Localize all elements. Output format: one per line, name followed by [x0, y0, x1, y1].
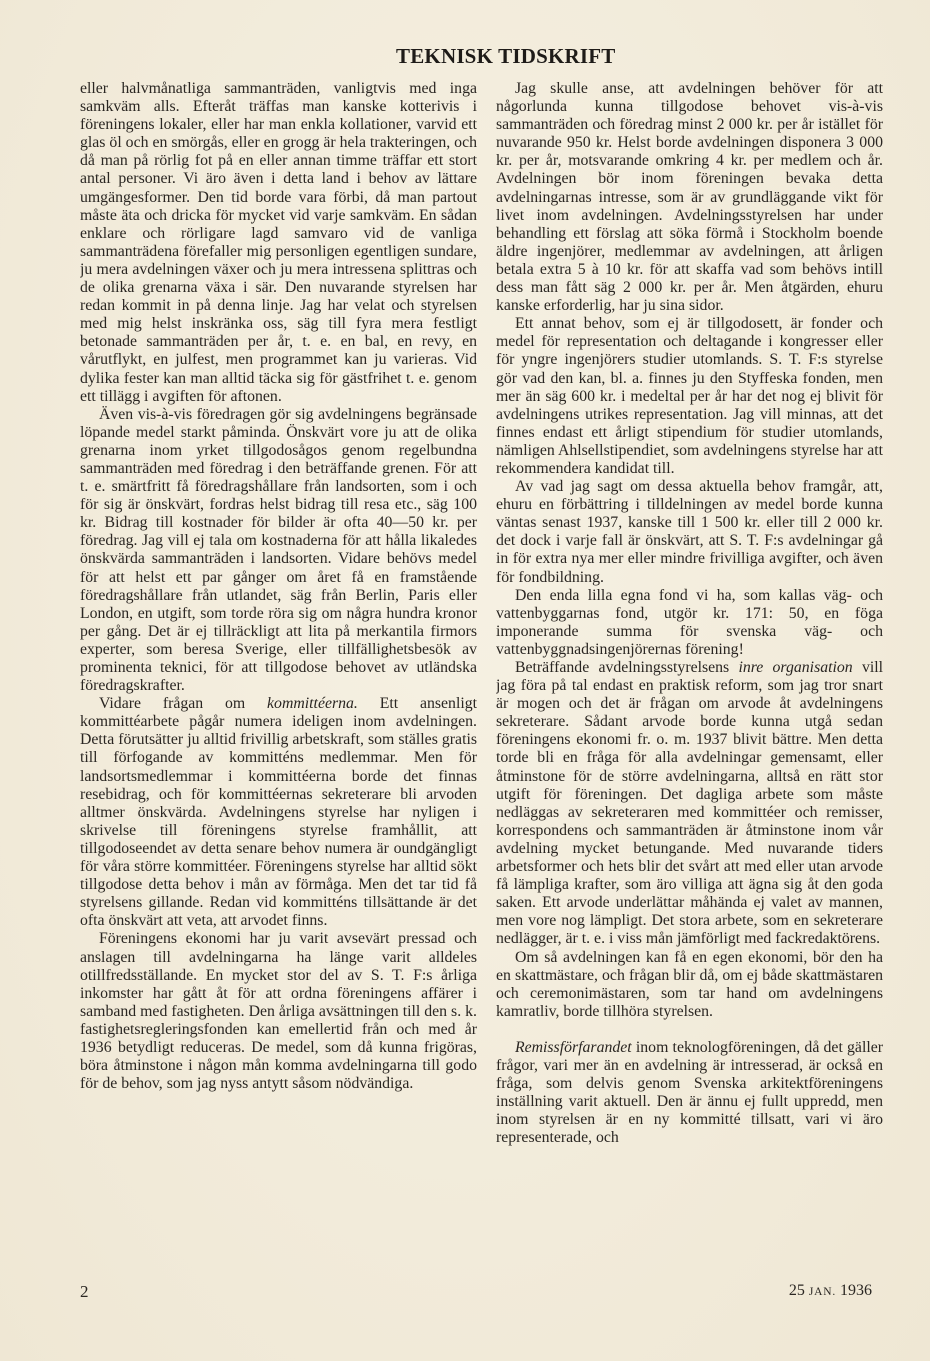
paragraph-text: inom teknologföreningen, då det gäller frågor, vari mer än en avdelning är intresserad, är också en fråga, som delvis genom Svenska arkitektföreningens inställning varit aktuell. Den är ännu ej fullt uppredd, men inom styrelsen är en ny kommitté tillsatt, vari vi äro representerade, och: [496, 1038, 883, 1147]
paragraph-text: Vidare frågan om: [98, 695, 268, 713]
emphasis-term: Remissförfarandet: [514, 1038, 632, 1056]
emphasis-term: kommittéerna.: [267, 695, 358, 713]
paragraph: Föreningens ekonomi har ju varit avsevärt pressad och anslagen till avdelningarna ha länge varit alldeles otillfredsställande. En mycket stor del av S. T. F:s årliga inkomster har gått åt för att ordna föreningens affärer i samband med fastigheten. Den årliga avsättningen till den s. k. fastighetsregleringsfonden kan emellertid från och med år 1936 betydligt reduceras. De medel, som då kunna frigöras, böra åtminstone i någon mån komma avdelningarna till godo för de behov, som jag nyss antytt såsom nödvändiga.: [80, 930, 477, 1093]
paragraph: Ett annat behov, som ej är tillgodosett, är fonder och medel för representation och deltagande i kongresser eller för yngre ingenjörers studier utomlands. S. T. F:s styrelse gör vad den kan, bl. a. finnes ju den Styffeska fonden, men mer än säg 600 kr. i medeltal per år har det nog ej blivit för avdelningens utrikes representation. Jag vill minnas, att det finnes endast ett årligt stipendium för studier utomlands, nämligen Ahlsellstipendiet, som avdelningens styrelse har att rekommendera kandidat till.: [496, 315, 883, 477]
journal-masthead: TEKNISK TIDSKRIFT: [396, 44, 616, 68]
paragraph: Av vad jag sagt om dessa aktuella behov framgår, att, ehuru en förbättring i tilldelningen av medel borde kunna väntas senast 1937, kanske till 1 500 kr. eller till 2 000 kr. det dock i varje fall är önskvärt, att S. T. F:s avdelningar gå in för extra nya mer eller mindre frivilliga avgifter, och även för fondbildning.: [496, 478, 883, 586]
page-number: 2: [80, 1282, 89, 1301]
paragraph: Jag skulle anse, att avdelningen behöver för att någorlunda kunna tillgodose behovet vis-à-vis sammanträden och föredrag minst 2 000 kr. per år istället för nuvarande 950 kr. Helst borde avdelningen disponera 3 000 kr. per år, motsvarande omkring 4 kr. per medlem och år. Avdelningen bör inom föreningen bevaka detta avdelningarnas intresse, som är av grundläggande vikt för livet inom avdelningen. Avdelningsstyrelsen har under behandling ett förslag att söka förmå i Stockholm boende äldre ingenjörer, medlemmar av avdelningen, att årligen betala extra 5 à 10 kr. för att skaffa vad som behövs intill dess man fått säg 2 000 kr. per år. Men åtgärden, ehuru kanske erforderlig, har ju sina sidor.: [496, 80, 883, 315]
paragraph-text: Beträffande avdelningsstyrelsens: [514, 659, 739, 676]
date-month: JAN.: [808, 1286, 836, 1298]
paragraph-text: Ett ansenligt kommittéarbete pågår numera ideligen inom avdelningen. Detta förutsätter ju alltid frivillig arbetskraft, som ställes gratis till förfogande av kommitténs medlemmar. Men för landsortsmedlemmar i kommittéerna borde det finnas resebidrag, och för kommittéernas sekreterare bli arvoden alltmer önskvärda. Avdelningens styrelse har nyligen i skrivelse till föreningens styrelse framhållit, att tillgodoseendet av detta senare behov numera är oundgängligt för våra större kommittéer. Föreningens styrelse har alltid sökt tillgodose detta behov i mån av förmåga. Men det tar tid få styrelsens gillande. Redan vid kommitténs tillsättande är det ofta önskvärt att veta, att arvodet finns.: [80, 695, 477, 930]
paragraph: Även vis-à-vis föredragen gör sig avdelningens begränsade löpande medel starkt påminda. Önskvärt vore ju att de olika grenarna inom yrket tillgodosågos genom regelbundna sammanträden med föredrag i den beträffande grenen. För att t. e. smärtfritt få föredragshållare från landsorten, som i och för sig är önskvärt, fordras helst bidrag till resa etc., säg 100 kr. Bidrag till kostnader för bilder är ofta 40—50 kr. per föredrag. Jag vill ej tala om kostnaderna för att hålla likaledes önskvärda sammanträden i landsorten. Vidare behövs medel för att helst ett par gånger om året få en framstående föredragshållare från utlandet, säg från Berlin, Paris eller London, en utgift, som torde röra sig om några hundra kronor per gång. Det är ej tillräckligt att lita på merkantila firmors experter, som beresa Sverige, eller tillfällighetsbesök av prominenta teknici, för att tillgodose behovet av utländska föredragskrafter.: [80, 405, 477, 695]
paragraph: [80, 695, 477, 930]
paragraph: Om så avdelningen kan få en egen ekonomi, bör den ha en skattmästare, och frågan blir då, om ej både skattmästaren och ceremonimästaren, som tar hand om avdelningens kamratliv, borde tillhöra styrelsen.: [496, 948, 883, 1020]
paragraph: [496, 1039, 883, 1148]
paragraph-text: vill jag föra på tal endast en praktisk reform, som jag tror snart är mogen och det är frågan om arvode åt avdelningens sekreterare. Sådant arvode borde kunna utgå sedan föreningens ekonomi fr. o. m. 1937 blivit bättre. Men detta torde bli en fråga för alla avdelningar gemensamt, eller åtminstone för de större avdelningarna, alltså en rätt stor utgift för föreningen. Det dagliga arbete som måste nedläggas av sekreteraren med kommittéer och remisser, korrespondens och sammanträden är åtminstone inom vår avdelning mycket betungande. Med nuvarande tiders arbetsformer och hets blir det svårt att med eller utan arvode få lämpliga krafter, som äro villiga att ägna sig åt den goda saken. Ett arvode underlättar måhända ej valet av mannen, men vore nog lämpligt. Det stora arbete, som en sekreterare nedlägger, är t. e. i viss mån jämförligt med fackredaktörens.: [496, 659, 883, 948]
paragraph: eller halvmånatliga sammanträden, vanligtvis med inga samkväm alls. Efteråt träffas man kanske kotterivis i föreningens lokaler, eller har man enkla kollationer, varvid ett glas öl och en smörgås, eller en grogg är hela trakteringen, och då man på rörlig fot på en eller annan timme träffar ett stort antal personer. Vi äro även i detta land i behov av lättare umgängesformer. Den tid borde vara förbi, då man partout måste äta och dricka för mycket vid varje samkväm. En sådan enklare och rörligare lagd samvaro vid de vanliga sammanträdena förefaller mig personligen egentligen sundare, ju mera avdelningen växer och ju mera intressena splittras och de olika grenarna växa i sär. Den nuvarande styrelsen har redan kommit in på denna linje. Jag har velat och styrelsen med mig helst inskränka oss, säg till fyra mera festligt betonade sammanträden per år, t. e. en bal, en revy, en vårutflykt, en julfest, men programmet kan ju varieras. Vid dylika fester kan man alltid täcka sig för gästfrihet t. e. genom ett tillägg i avgiften för aftonen.: [80, 80, 477, 405]
date-day: 25: [788, 1282, 805, 1299]
paragraph: Den enda lilla egna fond vi ha, som kallas väg- och vattenbyggarnas fond, utgör kr. 171: 50, en föga imponerande summa för svenska väg- och vattenbyggnadsingenjörernas förening!: [496, 586, 883, 658]
emphasis-term: inre organisation: [738, 659, 853, 676]
left-column: [80, 80, 477, 1093]
issue-date: [789, 1282, 872, 1300]
paragraph: [496, 659, 883, 949]
date-year: 1936: [840, 1282, 872, 1299]
right-column: [496, 80, 883, 1147]
